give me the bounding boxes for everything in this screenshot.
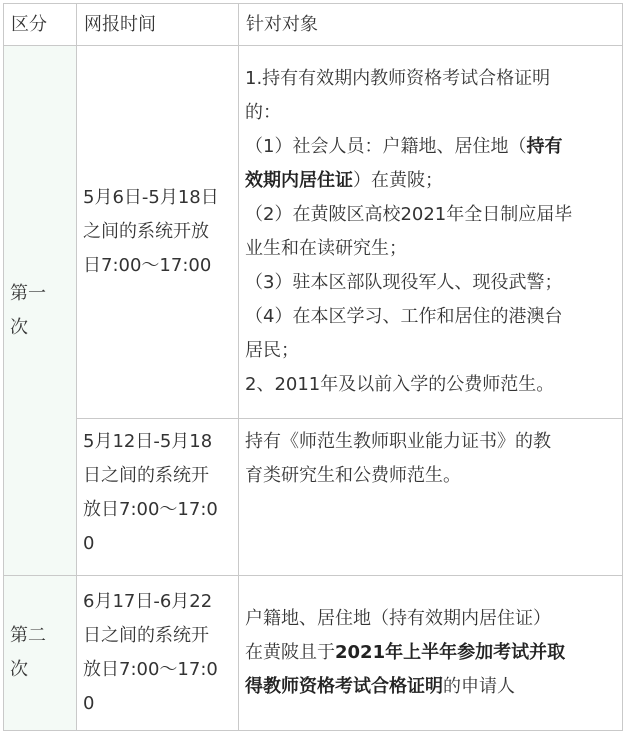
time-line: 5月12日-5月18 (83, 431, 213, 452)
target-line: 持有《师范生教师职业能力证书》的教 (245, 431, 551, 452)
target-line: （4）在本区学习、工作和居住的港澳台 (245, 306, 563, 327)
table-row (4, 576, 623, 731)
time-line: 日7:00～17:00 (83, 255, 212, 276)
target-line (245, 164, 616, 198)
phase-label-line: 第一 (10, 282, 46, 304)
target-bold-text: 效期内居住证 (245, 170, 353, 191)
target-line: （2）在黄陂区高校2021年全日制应届毕 (245, 204, 573, 225)
target-line: 2、2011年及以前入学的公费师范生。 (245, 374, 555, 395)
target-line: 的： (245, 102, 281, 123)
time-cell (77, 46, 239, 419)
header-target: 针对对象 (239, 4, 623, 46)
time-line: 放日7:00～17:0 (83, 659, 218, 680)
target-line (245, 670, 616, 704)
phase-cell-first (4, 46, 77, 576)
target-bold-text: 得教师资格考试合格证明 (245, 676, 443, 697)
time-line: 之间的系统开放 (83, 221, 209, 242)
header-time: 网报时间 (77, 4, 239, 46)
time-cell (77, 576, 239, 731)
target-line: 业生和在读研究生； (245, 238, 407, 259)
target-line: 居民； (245, 340, 299, 361)
target-line: 户籍地、居住地（持有效期内居住证） (245, 608, 551, 629)
time-line: 0 (83, 693, 95, 714)
target-line (245, 130, 616, 164)
target-cell (239, 576, 623, 731)
target-cell (239, 419, 623, 576)
time-line: 6月17日-6月22 (83, 591, 213, 612)
target-text: 的申请人 (443, 676, 515, 697)
phase-cell-second (4, 576, 77, 731)
table-row (4, 419, 623, 576)
time-cell (77, 419, 239, 576)
table-row (4, 46, 623, 419)
time-line: 日之间的系统开 (83, 465, 209, 486)
time-line: 放日7:00～17:0 (83, 499, 218, 520)
registration-schedule-table (3, 3, 623, 731)
phase-label-line: 次 (10, 316, 28, 338)
target-line: 1.持有有效期内教师资格考试合格证明 (245, 68, 551, 89)
table-header-row (4, 4, 623, 46)
phase-label-line: 第二 (10, 625, 46, 646)
target-bold-text: 2021年上半年参加考试并取 (335, 642, 566, 663)
time-line: 日之间的系统开 (83, 625, 209, 646)
target-bold-text: 持有 (526, 136, 563, 157)
header-phase: 区分 (4, 4, 77, 46)
target-line: 育类研究生和公费师范生。 (245, 465, 461, 486)
target-text: 在黄陂且于 (245, 642, 335, 663)
target-cell (239, 46, 623, 419)
target-text: ）在黄陂； (353, 170, 443, 191)
target-text: （1）社会人员：户籍地、居住地（ (245, 136, 527, 157)
target-line (245, 636, 616, 670)
phase-label-line: 次 (10, 659, 28, 680)
time-line: 5月6日-5月18日 (83, 187, 219, 208)
time-line: 0 (83, 533, 95, 554)
target-line: （3）驻本区部队现役军人、现役武警； (245, 272, 563, 293)
